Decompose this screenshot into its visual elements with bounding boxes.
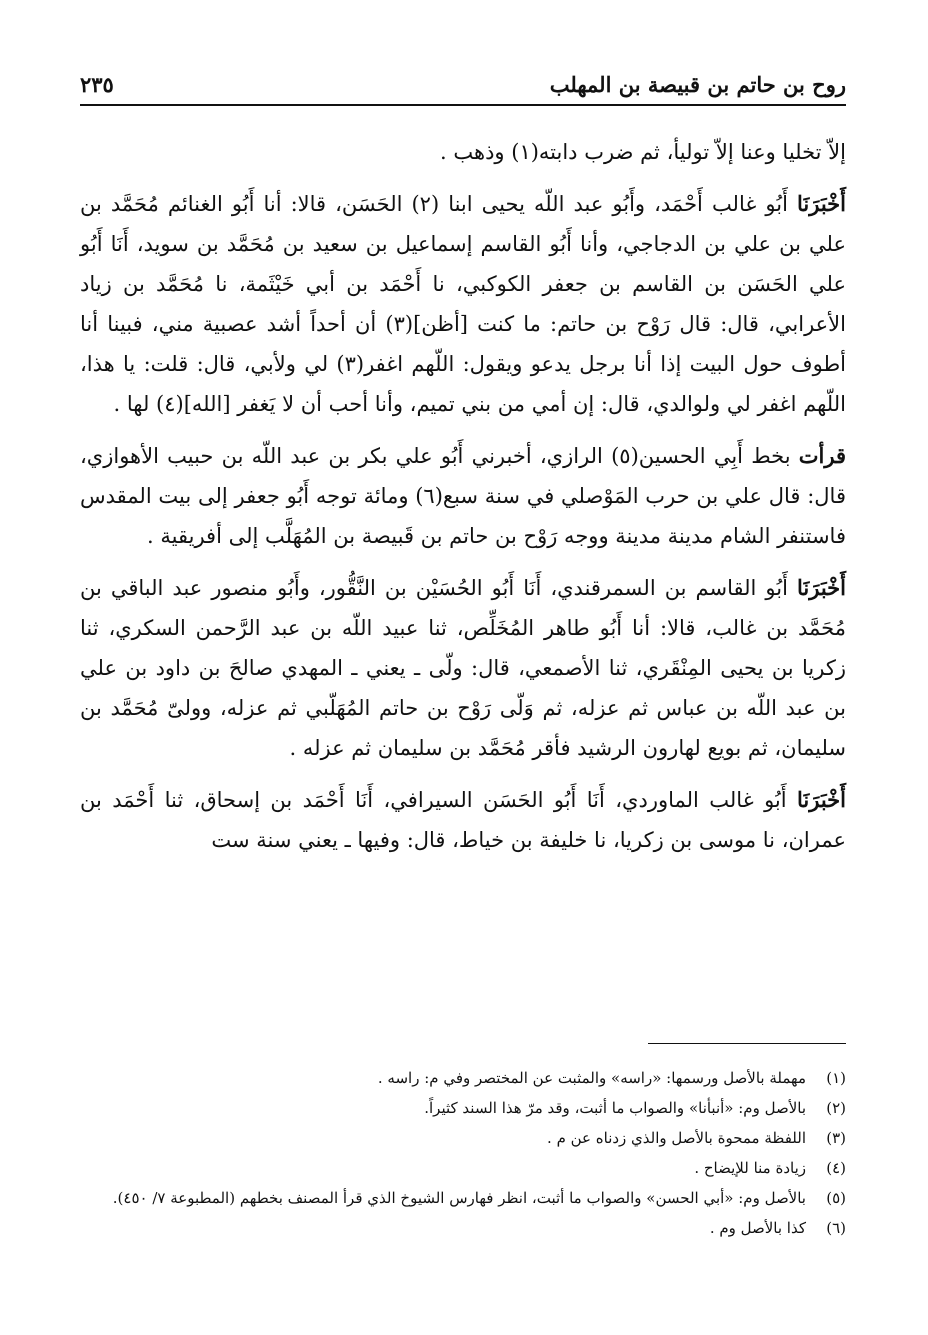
paragraph-3 [80, 436, 846, 556]
footnote-text: كذا بالأصل وم . [709, 1219, 806, 1237]
paragraph-text: أَبُو غالب أَحْمَد، وأَبُو عبد اللّه يحيى ابنا (٢) الحَسَن، قالا: أنا أَبُو الغنائم مُحَمَّد بن علي بن علي بن الدجاجي، وأنا أَبُو القاسم إسماعيل بن سعيد بن مُحَمَّد بن سويد، أَنَا أَبُو علي الحَسَن بن القاسم بن جعفر الكوكبي، نا أَحْمَد بن أبي خَيْثَمة، نا مُحَمَّد بن زياد الأعرابي، قال: قال رَوْح بن حاتم: ما كنت [أظن](٣) أن أحداً أشد عصبية مني، فبينا أنا أطوف حول البيت إذا أنا برجل يدعو ويقول: اللّهم اغفر(٣) لي ولأبي، قال: قلت: يا هذا، اللّهم اغفر لي ولوالدي، قال: إن أمي من بني تميم، وأنا أحب أن لا يَغفر [الله](٤) لها . [80, 192, 846, 416]
footnote-text: بالأصل وم: «أبي الحسن» والصواب ما أثبت، انظر فهارس الشيوخ الذي قرأ المصنف بخطهم (المطبوعة ٧/ ٤٥٠). [112, 1189, 806, 1207]
paragraph-text: إلاّ تخليا وعنا إلاّ توليأ، ثم ضرب دابته(١) وذهب . [440, 140, 846, 164]
paragraph-4 [80, 568, 846, 768]
footnote-number: (٦) [826, 1219, 846, 1237]
footnote-number: (٤) [826, 1159, 846, 1177]
book-page [80, 0, 846, 1335]
footnote-number: (٣) [826, 1129, 846, 1147]
paragraph-keyword: أَخْبَرَنَا [797, 191, 846, 216]
footnote-text: زيادة منا للإيضاح . [694, 1159, 806, 1177]
footnote-4 [80, 1153, 846, 1183]
running-header [80, 70, 846, 106]
footnote-3 [80, 1123, 846, 1153]
footnote-number: (٥) [826, 1189, 846, 1207]
footnote-text: اللفظة ممحوة بالأصل والذي زدناه عن م . [547, 1129, 806, 1147]
footnote-number: (١) [826, 1069, 846, 1087]
paragraph-keyword: أَخْبَرَنَا [797, 575, 846, 600]
footnote-5 [80, 1183, 846, 1213]
paragraph-keyword: قرأت [798, 443, 846, 468]
footnote-2 [80, 1093, 846, 1123]
footnote-text: مهملة بالأصل ورسمها: «راسه» والمثبت عن المختصر وفي م: راسه . [377, 1069, 806, 1087]
footnote-separator [648, 1043, 846, 1044]
paragraph-5 [80, 780, 846, 860]
footnote-number: (٢) [826, 1099, 846, 1117]
running-title: روح بن حاتم بن قبيصة بن المهلب [549, 72, 846, 97]
paragraph-text: أَبُو غالب الماوردي، أَنَا أَبُو الحَسَن السيرافي، أَنَا أَحْمَد بن إسحاق، ثنا أَحْمَد بن عمران، نا موسى بن زكريا، نا خليفة بن خياط، قال: وفيها ـ يعني سنة ست [80, 788, 846, 852]
paragraph-keyword: أَخْبَرَنَا [797, 787, 846, 812]
footnote-text: بالأصل وم: «أنبأنا» والصواب ما أثبت، وقد مرّ هذا السند كثيراً. [424, 1099, 806, 1117]
paragraph-2 [80, 184, 846, 424]
paragraph-1 [80, 132, 846, 172]
footnotes [80, 1063, 846, 1243]
footnote-6 [80, 1213, 846, 1243]
paragraph-text: بخط أَبِي الحسين(٥) الرازي، أخبرني أَبُو علي بكر بن عبد اللّه بن حبيب الأهوازي، قال: قال علي بن حرب المَوْصلي في سنة سبع(٦) ومائة توجه أَبُو جعفر إلى بيت المقدس فاستنفر الشام مدينة مدينة ووجه رَوْح بن حاتم بن قَبيصة بن المُهَلَّب إلى أفريقية . [80, 444, 846, 548]
page-number: ٢٣٥ [80, 72, 114, 97]
footnote-1 [80, 1063, 846, 1093]
paragraph-text: أَبُو القاسم بن السمرقندي، أَنَا أَبُو الحُسَيْن بن النَّقُّور، وأَبُو منصور عبد الباقي بن مُحَمَّد بن غالب، قالا: أنا أَبُو طاهر المُخَلِّص، ثنا عبيد اللّه بن عبد الرَّحمن السكري، ثنا زكريا بن يحيى المِنْقَري، ثنا الأصمعي، قال: ولّى ـ يعني ـ المهدي صالحَ بن داود بن علي بن عبد اللّه بن عباس ثم عزله، ثم وَلّى رَوْح بن حاتم المُهَلّبي ثم عزله، وولىّ مُحَمَّد بن سليمان، ثم بويع لهارون الرشيد فأقر مُحَمَّد بن سليمان ثم عزله . [80, 576, 846, 760]
main-text [80, 132, 846, 872]
